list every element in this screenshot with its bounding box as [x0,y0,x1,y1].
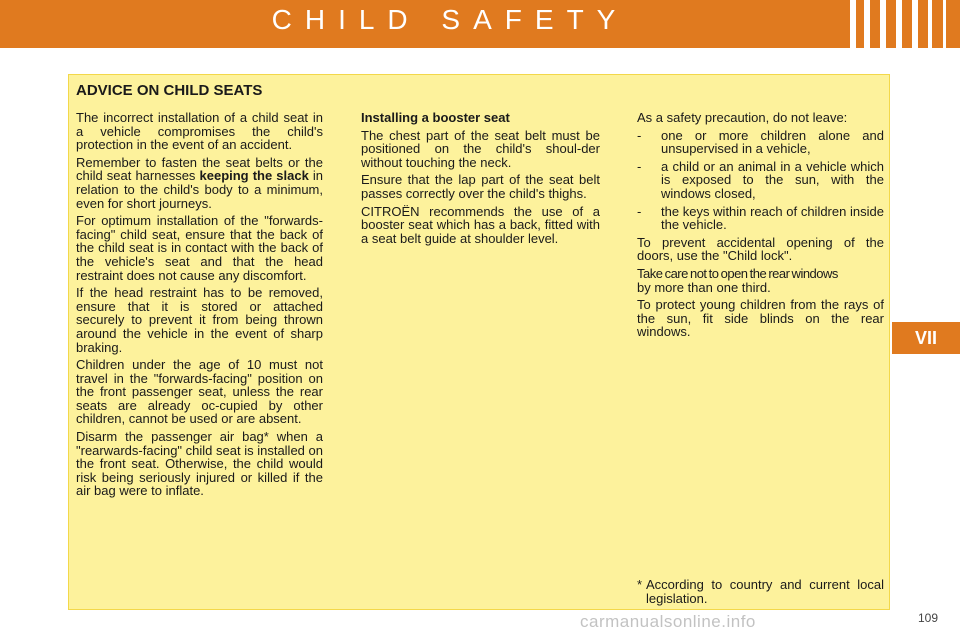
page-number: 109 [917,611,938,625]
paragraph: Disarm the passenger air bag* when a "rearwards-facing" child seat is installed on the front seat. Otherwise, the child would risk being seriously injured or killed if the air bag were to inflate. [76,429,323,499]
header-stripe [880,0,886,48]
page-header [0,0,960,48]
list-dash: - [637,127,642,143]
list-item-text: one or more children alone and unsupervised in a vehicle, [661,127,884,157]
footnote-marker: * [637,577,643,592]
header-stripe [864,0,870,48]
paragraph: CITROËN recommends the use of a booster seat which has a back, fitted with a seat belt guide at shoulder level. [361,203,600,246]
paragraph-text: by more than one third. [637,279,771,295]
paragraph: For optimum installation of the "forwards-facing" child seat, ensure that the back of the child seat is in contact with the back of the vehicle's seat and that the head restraint does not cause any discomfort. [76,213,323,283]
list-item [637,129,884,156]
paragraph: The incorrect installation of a child seat in a vehicle compromises the child's protection in the event of an accident. [76,110,323,153]
paragraph-text: Take care not to open the rear windows [637,265,838,281]
column-left [76,111,323,502]
paragraph: Children under the age of 10 must not travel in the "forwards-facing" position on the front passenger seat, unless the rear seats are already oc-cupied by other children, cannot be used or are absent. [76,357,323,427]
paragraph-text: Remember to fasten the seat belts or the child seat harnesses [76,154,323,184]
header-stripe [928,0,932,48]
list-item-text: the keys within reach of children inside the vehicle. [661,203,884,233]
paragraph: To prevent accidental opening of the doors, use the "Child lock". [637,234,884,264]
paragraph [637,267,884,294]
chapter-tab: VII [892,322,960,354]
subheading: Installing a booster seat [361,110,510,125]
watermark: carmanualsonline.info [580,612,756,631]
column-middle [361,111,600,249]
list-item [637,160,884,201]
footnote [637,578,884,605]
paragraph [76,156,323,210]
paragraph: Ensure that the lap part of the seat belt passes correctly over the child's thighs. [361,172,600,201]
section-title: ADVICE ON CHILD SEATS [76,82,263,99]
list-dash: - [637,158,642,174]
header-stripe [896,0,902,48]
list-item [637,205,884,232]
header-stripe [943,0,946,48]
paragraph: The chest part of the seat belt must be positioned on the child's shoul-der without touching the neck. [361,127,600,170]
footnote-text: According to country and current local legislation. [646,577,884,606]
header-stripe [912,0,918,48]
paragraph-text: in relation to the child's body to a minimum, even for short journeys. [76,168,323,211]
header-stripe [850,0,856,48]
list-item-text: a child or an animal in a vehicle which is exposed to the sun, with the windows closed, [661,158,884,201]
emphasis-text: keeping the slack [199,168,309,184]
column-right [637,111,884,343]
paragraph: If the head restraint has to be removed, ensure that it is stored or attached securely to prevent it from being thrown around the vehicle in the event of sharp braking. [76,285,323,355]
page-title: CHILD SAFETY [271,4,629,35]
paragraph: As a safety precaution, do not leave: [637,110,848,125]
paragraph: To protect young children from the rays of the sun, fit side blinds on the rear windows. [637,297,884,340]
list-dash: - [637,203,642,219]
